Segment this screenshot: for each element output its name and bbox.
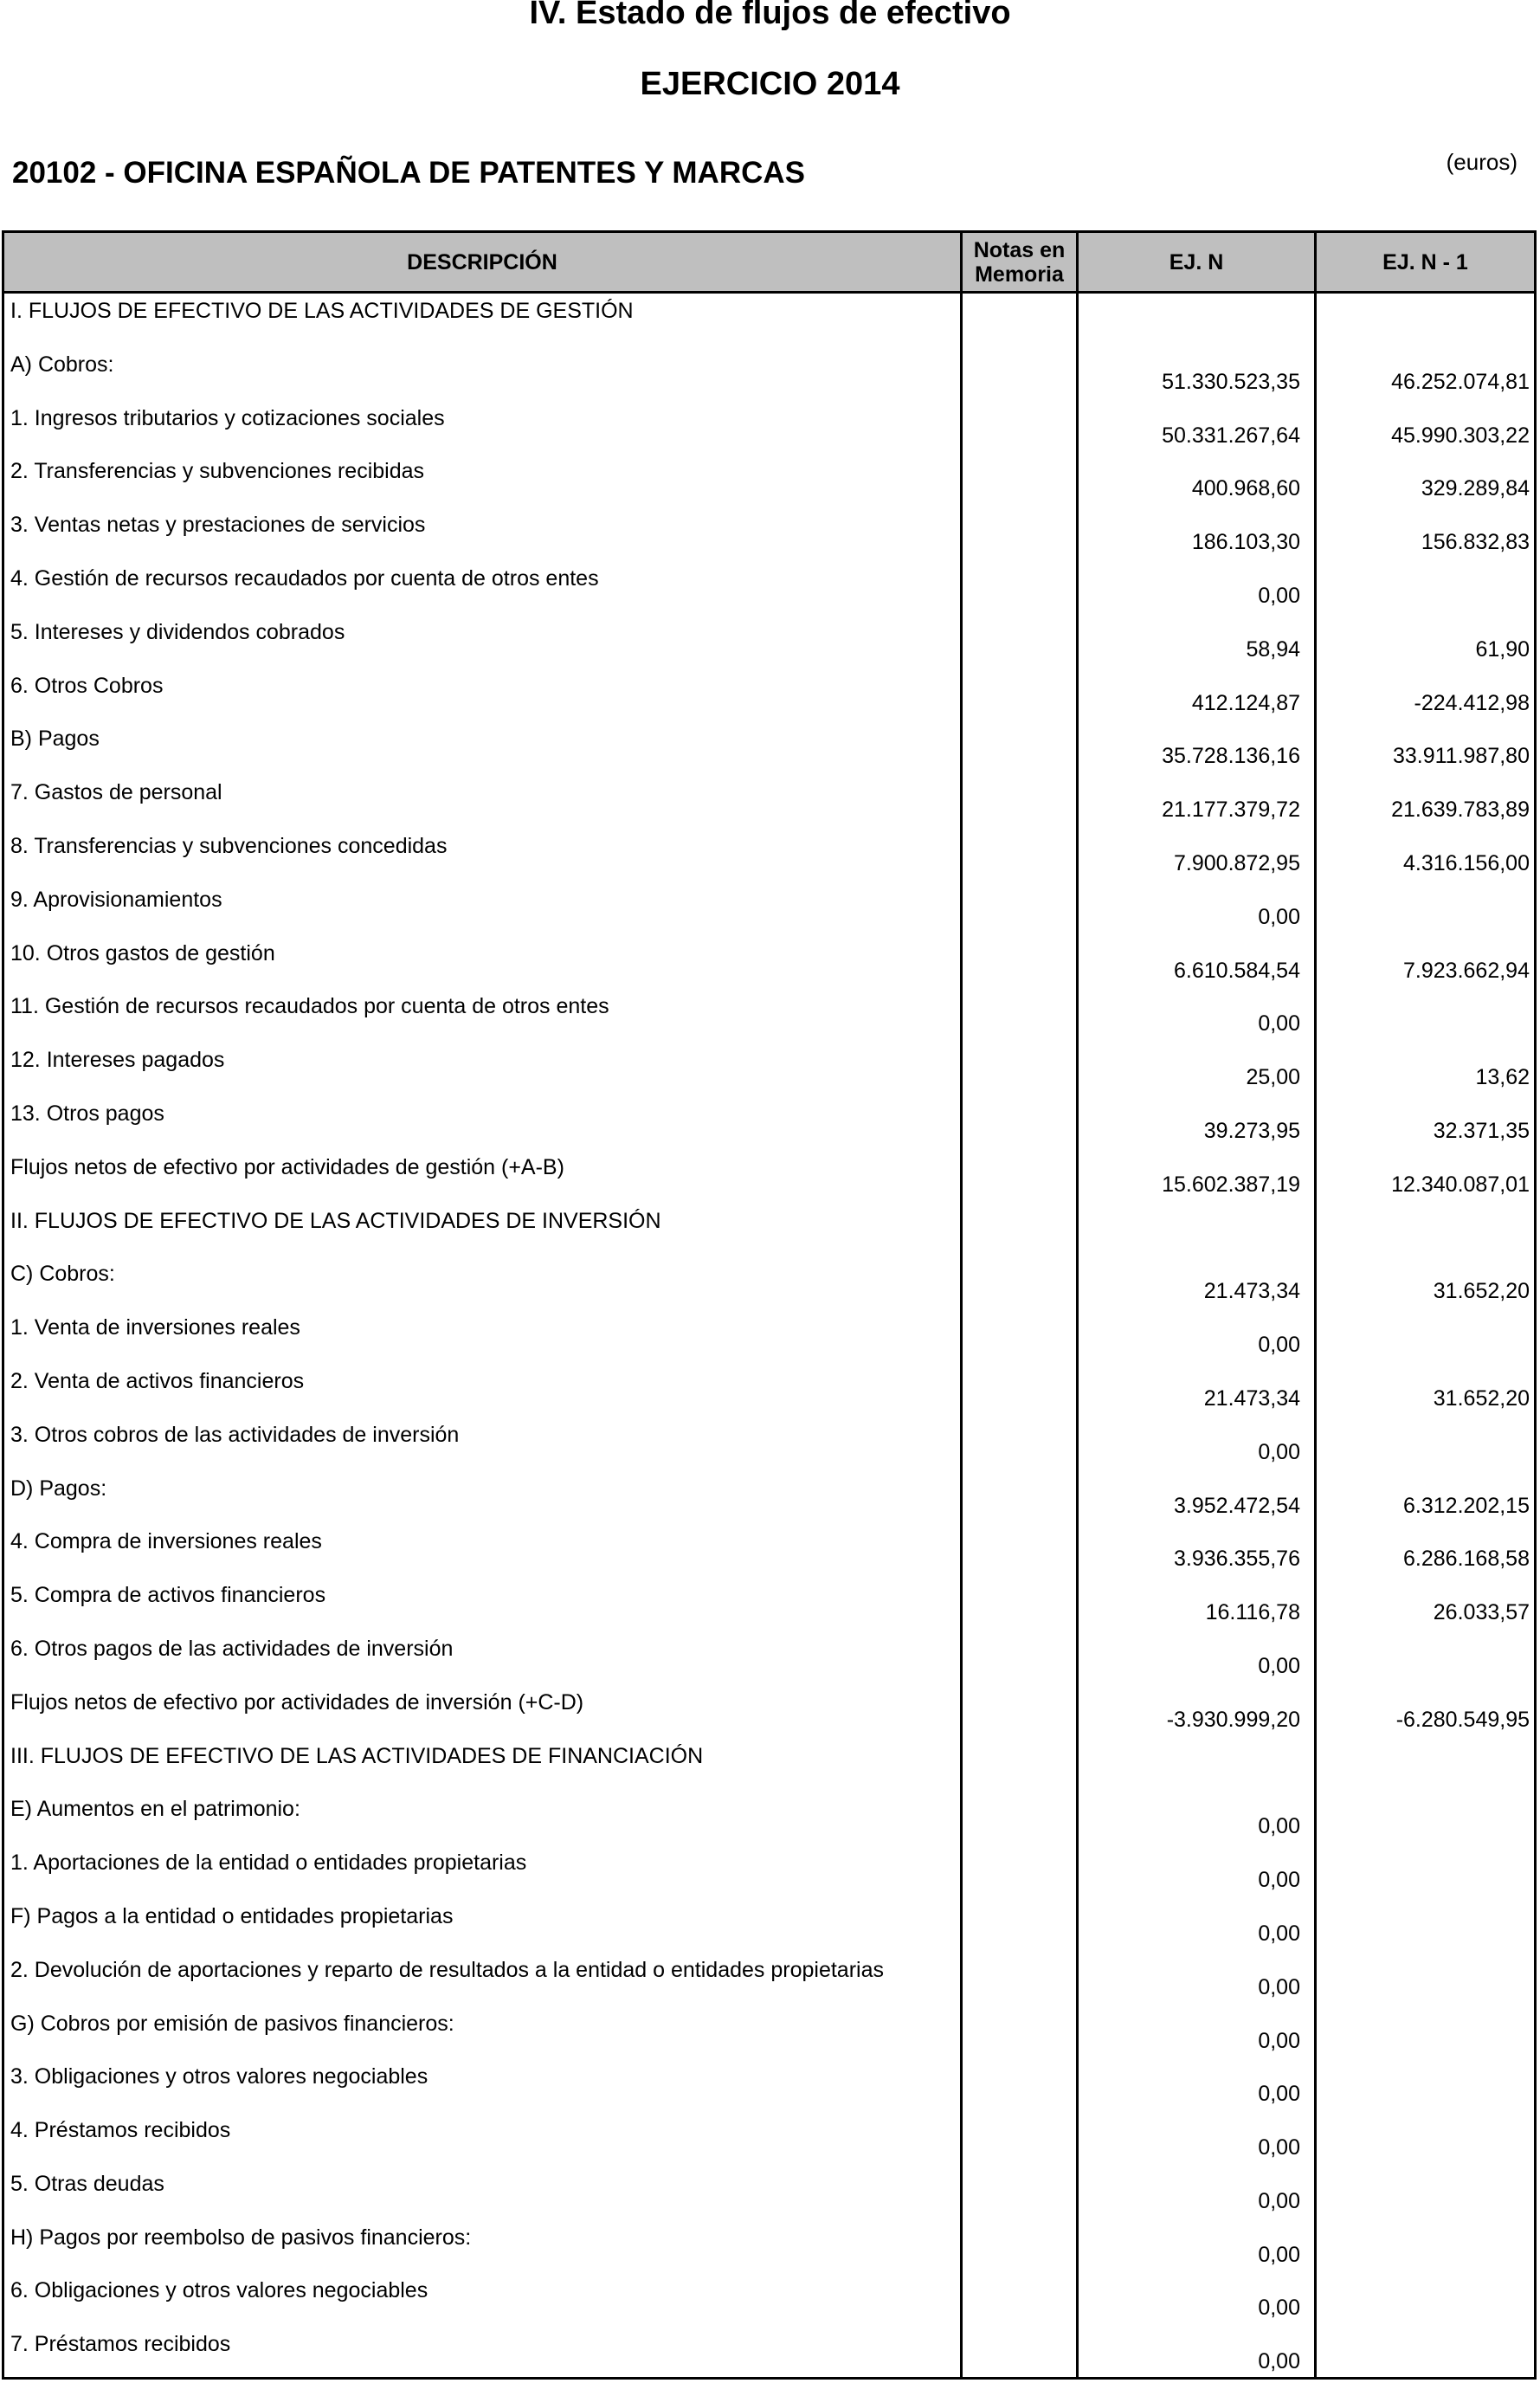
row-value-ej-n: 0,00 bbox=[1258, 1439, 1300, 1464]
table-row bbox=[4, 347, 1534, 401]
table-row bbox=[4, 1739, 1534, 1792]
row-description: 6. Otros Cobros bbox=[10, 673, 164, 698]
header-descripcion: DESCRIPCIÓN bbox=[407, 249, 557, 274]
table-row bbox=[4, 294, 1534, 347]
table-row bbox=[4, 1364, 1534, 1418]
row-value-ej-n-1: 45.990.303,22 bbox=[1391, 423, 1530, 448]
row-description: 2. Transferencias y subvenciones recibidas bbox=[10, 459, 425, 484]
row-description: 12. Intereses pagados bbox=[10, 1048, 225, 1073]
row-value-ej-n: 0,00 bbox=[1258, 1974, 1300, 1999]
row-value-ej-n: 0,00 bbox=[1258, 1333, 1300, 1358]
row-value-ej-n: 0,00 bbox=[1258, 1868, 1300, 1893]
table-row bbox=[4, 401, 1534, 455]
table-row bbox=[4, 2113, 1534, 2167]
row-value-ej-n: 21.177.379,72 bbox=[1162, 798, 1300, 823]
page-title: IV. Estado de flujos de efectivo bbox=[529, 0, 1011, 31]
table-row bbox=[4, 454, 1534, 507]
row-description: 1. Ingresos tributarios y cotizaciones sociales bbox=[10, 405, 445, 430]
row-description: Flujos netos de efectivo por actividades de inversión (+C-D) bbox=[10, 1689, 584, 1715]
row-value-ej-n: 412.124,87 bbox=[1191, 690, 1300, 715]
row-description: 4. Préstamos recibidos bbox=[10, 2118, 231, 2143]
table-row bbox=[4, 882, 1534, 936]
table-row bbox=[4, 1043, 1534, 1096]
table-row bbox=[4, 775, 1534, 829]
row-description: C) Cobros: bbox=[10, 1262, 115, 1287]
row-value-ej-n: 6.610.584,54 bbox=[1174, 958, 1300, 983]
table-row bbox=[4, 829, 1534, 882]
row-value-ej-n: 0,00 bbox=[1258, 2349, 1300, 2374]
units-label: (euros) bbox=[1446, 149, 1517, 175]
row-value-ej-n-1: 329.289,84 bbox=[1421, 476, 1530, 501]
row-value-ej-n: 16.116,78 bbox=[1205, 1600, 1300, 1625]
table-row bbox=[4, 1418, 1534, 1471]
row-value-ej-n-1: 21.639.783,89 bbox=[1391, 798, 1530, 823]
row-description: 10. Otros gastos de gestión bbox=[10, 940, 275, 966]
row-description: F) Pagos a la entidad o entidades propietarias bbox=[10, 1903, 454, 1928]
table-row bbox=[4, 1471, 1534, 1525]
table-row bbox=[4, 615, 1534, 668]
row-value-ej-n: 0,00 bbox=[1258, 1921, 1300, 1946]
row-value-ej-n-1: 156.832,83 bbox=[1421, 530, 1530, 555]
row-value-ej-n: 0,00 bbox=[1258, 583, 1300, 608]
table-row bbox=[4, 1524, 1534, 1578]
cash-flow-table bbox=[2, 230, 1537, 2380]
row-value-ej-n: 0,00 bbox=[1258, 2296, 1300, 2321]
table-row bbox=[4, 668, 1534, 722]
row-value-ej-n: 0,00 bbox=[1258, 2028, 1300, 2053]
row-description: 5. Compra de activos financieros bbox=[10, 1583, 326, 1608]
row-value-ej-n-1: 6.286.168,58 bbox=[1403, 1547, 1530, 1572]
row-description: 5. Intereses y dividendos cobrados bbox=[10, 619, 345, 644]
row-description: 9. Aprovisionamientos bbox=[10, 887, 222, 912]
row-value-ej-n-1: 12.340.087,01 bbox=[1391, 1172, 1530, 1197]
row-description: 2. Devolución de aportaciones y reparto de resultados a la entidad o entidades propietarias bbox=[10, 1957, 884, 1982]
row-description: 6. Obligaciones y otros valores negociables bbox=[10, 2278, 428, 2303]
table-row bbox=[4, 507, 1534, 561]
table-row bbox=[4, 2059, 1534, 2113]
row-value-ej-n: 15.602.387,19 bbox=[1162, 1172, 1300, 1197]
row-description: III. FLUJOS DE EFECTIVO DE LAS ACTIVIDADES DE FINANCIACIÓN bbox=[10, 1743, 704, 1768]
row-description: D) Pagos: bbox=[10, 1476, 107, 1501]
row-value-ej-n: 186.103,30 bbox=[1191, 530, 1300, 555]
row-value-ej-n-1: 13,62 bbox=[1475, 1065, 1530, 1090]
row-value-ej-n-1: 61,90 bbox=[1475, 636, 1530, 662]
row-description: 1. Aportaciones de la entidad o entidades propietarias bbox=[10, 1850, 527, 1876]
row-description: 6. Otros pagos de las actividades de inversión bbox=[10, 1636, 454, 1661]
table-body bbox=[4, 294, 1534, 2380]
row-value-ej-n-1: -6.280.549,95 bbox=[1395, 1707, 1530, 1732]
row-description: 2. Venta de activos financieros bbox=[10, 1368, 305, 1393]
row-value-ej-n: 58,94 bbox=[1246, 636, 1300, 662]
row-description: 4. Compra de inversiones reales bbox=[10, 1529, 322, 1554]
row-value-ej-n-1: 33.911.987,80 bbox=[1392, 744, 1530, 769]
table-row bbox=[4, 561, 1534, 615]
entity-name: 20102 - OFICINA ESPAÑOLA DE PATENTES Y MARCAS bbox=[12, 156, 805, 190]
row-value-ej-n-1: 6.312.202,15 bbox=[1403, 1493, 1530, 1518]
row-value-ej-n: 0,00 bbox=[1258, 2242, 1300, 2267]
row-description: G) Cobros por emisión de pasivos financieros: bbox=[10, 2011, 454, 2036]
row-value-ej-n: 50.331.267,64 bbox=[1162, 423, 1300, 448]
row-value-ej-n: -3.930.999,20 bbox=[1166, 1707, 1300, 1732]
table-row bbox=[4, 1792, 1534, 1845]
table-row bbox=[4, 1578, 1534, 1631]
row-description: 13. Otros pagos bbox=[10, 1101, 164, 1126]
row-value-ej-n: 21.473,34 bbox=[1203, 1279, 1300, 1304]
table-row bbox=[4, 2167, 1534, 2220]
table-row bbox=[4, 1953, 1534, 2006]
row-description: A) Cobros: bbox=[10, 352, 114, 377]
table-row bbox=[4, 1899, 1534, 1953]
row-value-ej-n-1: 31.652,20 bbox=[1433, 1385, 1530, 1411]
row-description: 8. Transferencias y subvenciones concedidas bbox=[10, 833, 448, 858]
row-value-ej-n-1: 46.252.074,81 bbox=[1391, 369, 1530, 394]
row-value-ej-n: 3.936.355,76 bbox=[1174, 1547, 1300, 1572]
table-row bbox=[4, 1631, 1534, 1685]
row-description: E) Aumentos en el patrimonio: bbox=[10, 1797, 300, 1822]
row-description: 11. Gestión de recursos recaudados por cuenta de otros entes bbox=[10, 994, 609, 1019]
table-row bbox=[4, 721, 1534, 775]
row-value-ej-n: 0,00 bbox=[1258, 1011, 1300, 1037]
table-row bbox=[4, 1845, 1534, 1899]
row-value-ej-n: 0,00 bbox=[1258, 904, 1300, 929]
fiscal-year-title: EJERCICIO 2014 bbox=[640, 66, 900, 102]
table-row bbox=[4, 1685, 1534, 1739]
row-value-ej-n: 7.900.872,95 bbox=[1174, 850, 1300, 875]
row-value-ej-n-1: 31.652,20 bbox=[1433, 1279, 1530, 1304]
row-value-ej-n-1: 4.316.156,00 bbox=[1403, 850, 1530, 875]
header-ej-n-1: EJ. N - 1 bbox=[1382, 249, 1468, 274]
row-value-ej-n: 3.952.472,54 bbox=[1174, 1493, 1300, 1518]
header-ej-n: EJ. N bbox=[1169, 249, 1224, 274]
row-description: 3. Otros cobros de las actividades de inversión bbox=[10, 1422, 460, 1447]
row-description: 1. Venta de inversiones reales bbox=[10, 1315, 300, 1340]
table-row bbox=[4, 1096, 1534, 1150]
row-description: 3. Ventas netas y prestaciones de servicios bbox=[10, 513, 426, 538]
row-description: I. FLUJOS DE EFECTIVO DE LAS ACTIVIDADES DE GESTIÓN bbox=[10, 299, 634, 323]
row-description: 5. Otras deudas bbox=[10, 2171, 164, 2196]
row-value-ej-n-1: 32.371,35 bbox=[1433, 1118, 1530, 1143]
header-notas-memoria: Notas en Memoria bbox=[973, 237, 1066, 287]
table-row bbox=[4, 2220, 1534, 2274]
row-value-ej-n: 0,00 bbox=[1258, 1814, 1300, 1839]
table-row bbox=[4, 1310, 1534, 1364]
row-description: 7. Gastos de personal bbox=[10, 780, 222, 805]
row-value-ej-n: 0,00 bbox=[1258, 2135, 1300, 2160]
table-row bbox=[4, 989, 1534, 1043]
table-row bbox=[4, 2273, 1534, 2327]
table-header bbox=[4, 233, 1534, 294]
row-value-ej-n: 21.473,34 bbox=[1203, 1385, 1300, 1411]
row-value-ej-n-1: 26.033,57 bbox=[1433, 1600, 1530, 1625]
row-description: Flujos netos de efectivo por actividades de gestión (+A-B) bbox=[10, 1154, 564, 1179]
row-value-ej-n: 0,00 bbox=[1258, 1653, 1300, 1678]
row-value-ej-n: 0,00 bbox=[1258, 2188, 1300, 2213]
row-value-ej-n: 0,00 bbox=[1258, 2082, 1300, 2107]
table-row bbox=[4, 2327, 1534, 2380]
row-value-ej-n: 25,00 bbox=[1246, 1065, 1300, 1090]
row-value-ej-n-1: -224.412,98 bbox=[1414, 690, 1530, 715]
row-value-ej-n: 35.728.136,16 bbox=[1162, 744, 1300, 769]
row-description: II. FLUJOS DE EFECTIVO DE LAS ACTIVIDADES DE INVERSIÓN bbox=[10, 1208, 661, 1233]
row-description: 7. Préstamos recibidos bbox=[10, 2332, 231, 2357]
row-description: 3. Obligaciones y otros valores negociables bbox=[10, 2064, 428, 2089]
row-description: B) Pagos bbox=[10, 727, 100, 752]
row-value-ej-n: 51.330.523,35 bbox=[1162, 369, 1300, 394]
table-row bbox=[4, 936, 1534, 990]
table-row bbox=[4, 1150, 1534, 1204]
row-value-ej-n-1: 7.923.662,94 bbox=[1403, 958, 1530, 983]
table-row bbox=[4, 2006, 1534, 2060]
table-row bbox=[4, 1256, 1534, 1310]
row-description: H) Pagos por reembolso de pasivos financieros: bbox=[10, 2225, 472, 2250]
row-value-ej-n: 400.968,60 bbox=[1191, 476, 1300, 501]
row-value-ej-n: 39.273,95 bbox=[1203, 1118, 1300, 1143]
table-row bbox=[4, 1204, 1534, 1257]
row-description: 4. Gestión de recursos recaudados por cuenta de otros entes bbox=[10, 565, 599, 591]
